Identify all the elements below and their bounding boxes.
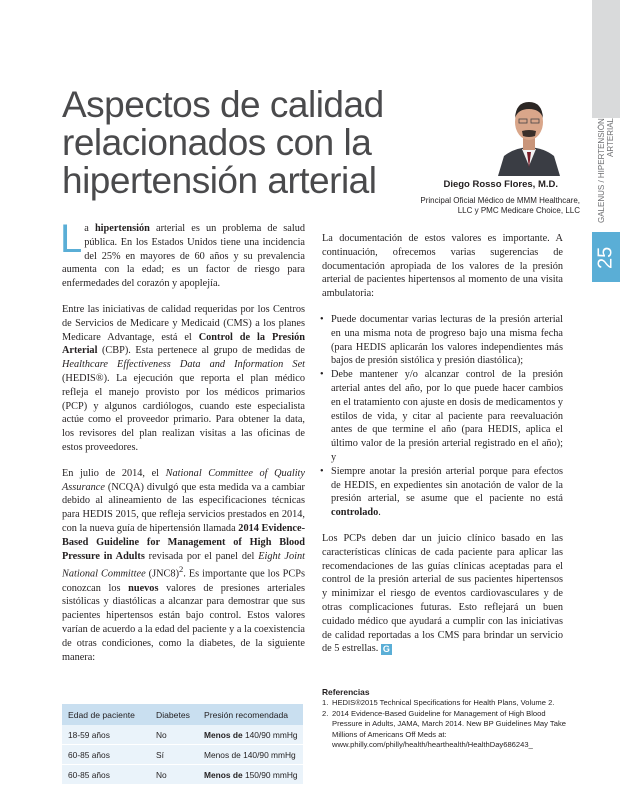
paragraph [62,467,305,665]
author-title-line: Principal Oficial Médico de MMM Healthcare, [420,196,580,205]
list-item [322,465,563,520]
text-bold: 2014 Evidence-Based Guideline for Management of High Blood Pressure in Adults [62,522,305,562]
text: . [378,507,381,519]
list-item: • Debe mantener y/o alcanzar control de la presión arterial antes del año, por lo que puede hacer cambios en el tratamiento con ajuste en dosis de medicamentos y estilos de vida, y citar al paciente para reevaluación antes de que termine el año (para HEDIS, aplica el último valor de la presión arterial registrado en el año); y [322,368,563,465]
references-list [322,698,567,751]
column-header: Presión recomendada [198,704,303,725]
cell-age: 60-85 años [62,765,150,785]
text: (CBP). Esta pertenece al grupo de medidas de [97,345,305,357]
text: Los PCPs deben dar un juicio clínico basado en las características clínicas de cada paciente para aplicar las recomendaciones de las guías clínicas aceptadas para el control de la presión arterial de sus pacientes hipertensos y minimizar el riesgo de eventos cardiovasculares y de otras complicaciones futuras. Esto reflejará un buen cuidado médico que ayudará a cumplir con las iniciativas de calidad reportadas a los CMS para brindar un servicio de 5 estrellas. [322,532,563,655]
cell-diabetes: No [150,765,198,785]
author-photo [494,92,564,176]
references-title: Referencias [322,687,370,697]
text: . Es importante que los PCPs conozcan los [62,568,306,594]
superscript: 2 [179,564,184,575]
text-bold: nuevos [128,582,159,594]
text: En julio de 2014, el [62,467,166,479]
text: (HEDIS®). La ejecución que reporta el plan médico refleja el manejo provisto por los médicos primarios (PCP) y algunos cardiólogos, cuando este especialista actúe como el proveedor primario. Para obtener la data, los revisores del plan realizan visitas a las oficinas de estos proveedores. [62,372,305,453]
text-bold: Menos de [204,769,243,780]
text: Siempre anotar la presión arterial porque para efectos de HEDIS, en expedientes sin anotación de valor de la presión arterial, se asume que el paciente no está [331,465,563,505]
table-header-row [62,704,303,725]
suggestion-list [322,313,563,520]
text: a [84,223,95,234]
text-bold: hipertensión [94,223,150,234]
author-name: Diego Rosso Flores, M.D. [443,179,558,190]
left-column [60,217,306,676]
paragraph: La documentación de estos valores es importante. A continuación, ofrecemos varias sugerencias de documentación apropiada de los valores de la presión arterial de pacientes hipertensos al momento de una visita ambulatoria: [322,233,563,300]
text: (JNC8) [145,568,179,580]
reference-item [322,698,567,709]
text-italic: Eight Joint National Committee [62,550,305,580]
text: 150/90 mmHg [242,769,298,780]
paragraph [322,532,563,656]
cell-age: 60-85 años [62,745,150,765]
cell-pressure [198,725,303,745]
table-row [62,745,303,765]
table-row [62,765,303,785]
paragraph [60,217,305,291]
author-title [360,196,580,216]
cell-age: 18-59 años [62,725,150,745]
text-bold: Menos de [204,729,243,740]
sidebar-top-block [592,0,620,118]
text: revisada por el panel del [144,550,259,562]
cell-pressure [198,765,303,785]
blood-pressure-table [62,704,303,785]
paragraph [62,303,305,455]
column-header: Edad de paciente [62,704,150,725]
list-item: • Puede documentar varias lecturas de la presión arterial en una misma nota de progreso bajo una misma fecha (para HEDIS aplicarán los valores independientes más bajos de presión sistólica y presión diastólica); [322,313,563,368]
cell-pressure [198,745,303,765]
right-column [322,232,563,668]
cell-diabetes: Sí [150,745,198,765]
column-header: Diabetes [150,704,198,725]
reference-item [322,709,567,751]
text: Entre las iniciativas de calidad requeridas por los Centros de Servicios de Medicare y Medicaid (CMS) a los planes Medicare Advantage, está el [62,303,305,343]
author-title-line: LLC y PMC Medicare Choice, LLC [457,206,580,215]
text-italic: National Committee of Quality Assurance [62,467,305,493]
table-row [62,725,303,745]
text: (NCQA) divulgó que esta medida va a cambiar debido al alineamiento de las especificaciones técnicas para HEDIS 2015, que refleja servicios prestados en 2014, con la nueva guía de hipertensión llamada [62,481,305,534]
text-bold: controlado [331,507,379,519]
reference-text: HEDIS®2015 Technical Specifications for Health Plans, Volume 2. [332,698,555,707]
text: Menos de 140/90 mmHg [204,749,296,760]
text: 140/90 mmHg [242,729,298,740]
text: arterial es un problema de salud pública. En los Estados Unidos tiene una incidencia del 25% en mayores de 60 años y su prevalencia aumenta con la edad; es un factor de riesgo para enfermedades del corazón y apoplejía. [62,223,305,290]
text-italic: Healthcare Effectiveness Data and Information Set [62,359,305,371]
end-of-article-icon: G [382,644,390,655]
reference-number: 1. [322,698,329,707]
text-bold: Control de la Presión Arterial [62,331,305,357]
cell-diabetes: No [150,725,198,745]
text: valores de presiones arteriales sistólicas y diastólicas a alcanzar para demostrar que sus pacientes hipertensos están bajo control. Estos valores varían de acuerdo a la edad del paciente y a la coexistencia de otras condiciones, como la diabetes, de la siguiente manera: [62,582,305,663]
drop-cap: L [60,217,83,261]
reference-text: 2014 Evidence-Based Guideline for Management of High Blood Pressure in Adults, JAMA, March 2014. New BP Guidelines May Take Millions of Americans Off Meds at: www.philly.com/philly/health/hearthealth/HealthDay686243_ [332,708,566,750]
article-title: Aspectos de calidad relacionados con la hipertensión arterial [62,84,384,201]
page-number: 25 [594,246,617,270]
reference-number: 2. [322,708,329,718]
section-label: GALENUS / HIPERTENSIÓN ARTERIAL [597,118,615,223]
